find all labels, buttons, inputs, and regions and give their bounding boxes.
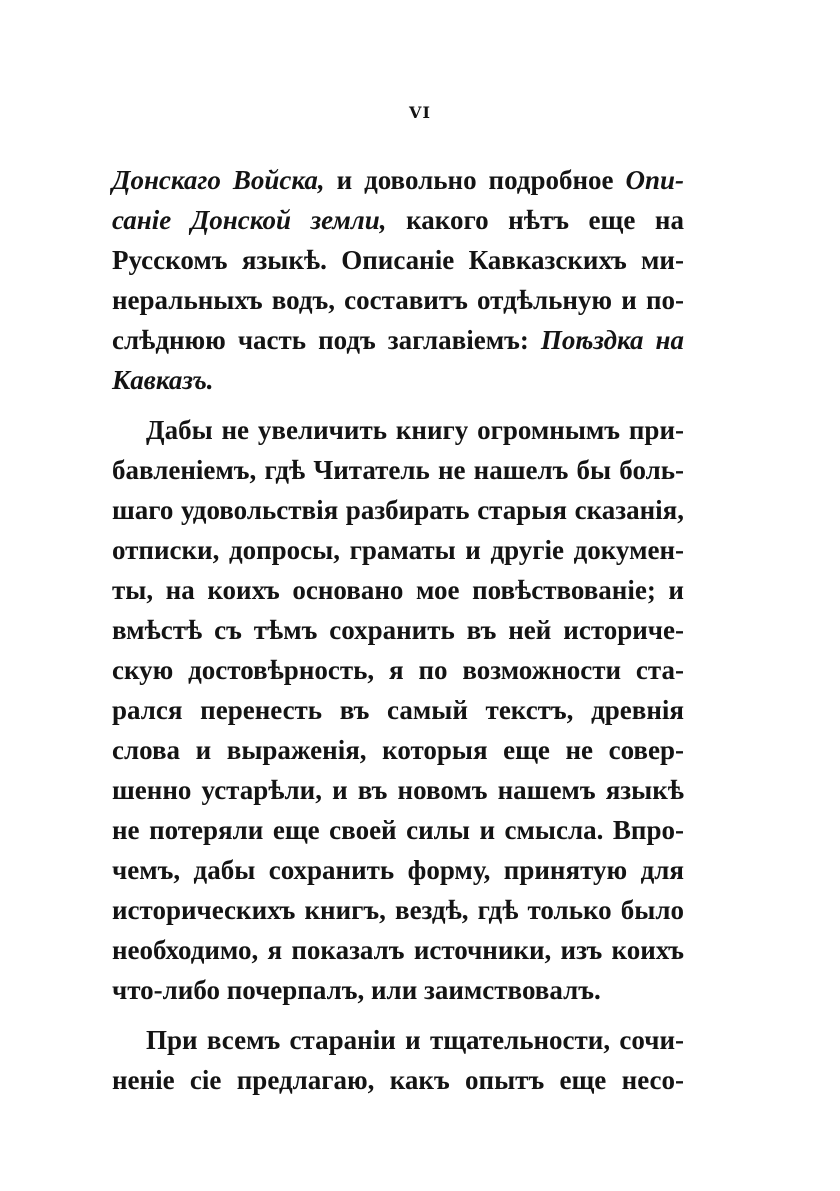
roman-text: шенно устарѣли, и въ новомъ нашемъ языкѣ [112, 775, 684, 805]
text-line [112, 360, 684, 400]
roman-text: отписки, допросы, граматы и другіе докумен- [112, 535, 684, 565]
roman-text: Русскомъ языкѣ. Описаніе Кавказскихъ ми- [112, 245, 684, 275]
text-line [112, 570, 684, 610]
roman-text: неральныхъ водъ, составитъ отдѣльную и по- [112, 285, 684, 315]
text-line [112, 280, 684, 320]
italic-text: саніе Донской земли, [112, 205, 387, 235]
roman-text: не потеряли еще своей силы и смысла. Впро- [112, 815, 684, 845]
italic-text: Донскаго Войска, [112, 165, 325, 195]
roman-text: необходимо, я показалъ источники, изъ коихъ [112, 935, 684, 965]
text-line [112, 160, 684, 200]
roman-text: неніе сіе предлагаю, какъ опытъ еще несо- [112, 1065, 684, 1095]
roman-text: вмѣстѣ съ тѣмъ сохранить въ ней историче- [112, 615, 684, 645]
text-line [112, 730, 684, 770]
italic-text: Опи- [625, 165, 685, 195]
text-line [112, 530, 684, 570]
text-line [112, 410, 684, 450]
text-line [112, 690, 684, 730]
text-line [112, 890, 684, 930]
roman-text: Дабы не увеличить книгу огромнымъ при- [146, 415, 684, 445]
roman-text: ты, на коихъ основано мое повѣствованіе; и [112, 575, 684, 605]
roman-text: рался перенесть въ самый текстъ, древнія [112, 695, 684, 725]
text-line [112, 200, 684, 240]
roman-text: При всемъ стараніи и тщательности, сочи- [146, 1025, 684, 1055]
text-line [112, 1060, 684, 1100]
roman-text: слѣднюю часть подъ заглавіемъ: [112, 325, 541, 355]
page-number: VI [409, 103, 431, 122]
text-line [112, 320, 684, 360]
roman-text: слова и выраженія, которыя еще не совер- [112, 735, 684, 765]
italic-text: Поѣздка на [540, 325, 684, 355]
text-line [112, 610, 684, 650]
italic-text: Кавказъ. [112, 365, 214, 395]
text-line [112, 810, 684, 850]
text-line [112, 1020, 684, 1060]
text-line [112, 850, 684, 890]
text-line [112, 930, 684, 970]
roman-text: скую достовѣрность, я по возможности ста- [112, 655, 684, 685]
text-line [112, 240, 684, 280]
roman-text: и довольно подробное [324, 165, 626, 195]
text-line [112, 490, 684, 530]
text-line [112, 770, 684, 810]
roman-text: историческихъ книгъ, вездѣ, гдѣ только было [112, 895, 684, 925]
text-line [112, 450, 684, 490]
roman-text: бавленіемъ, гдѣ Читатель не нашелъ бы боль- [112, 455, 684, 485]
roman-text: какого нѣтъ еще на [386, 205, 684, 235]
roman-text: что-либо почерпалъ, или заимствовалъ. [112, 975, 601, 1005]
text-line [112, 970, 684, 1010]
text-line [112, 650, 684, 690]
roman-text: шаго удовольствія разбирать старыя сказанія, [112, 495, 684, 525]
roman-text: чемъ, дабы сохранить форму, принятую для [112, 855, 684, 885]
